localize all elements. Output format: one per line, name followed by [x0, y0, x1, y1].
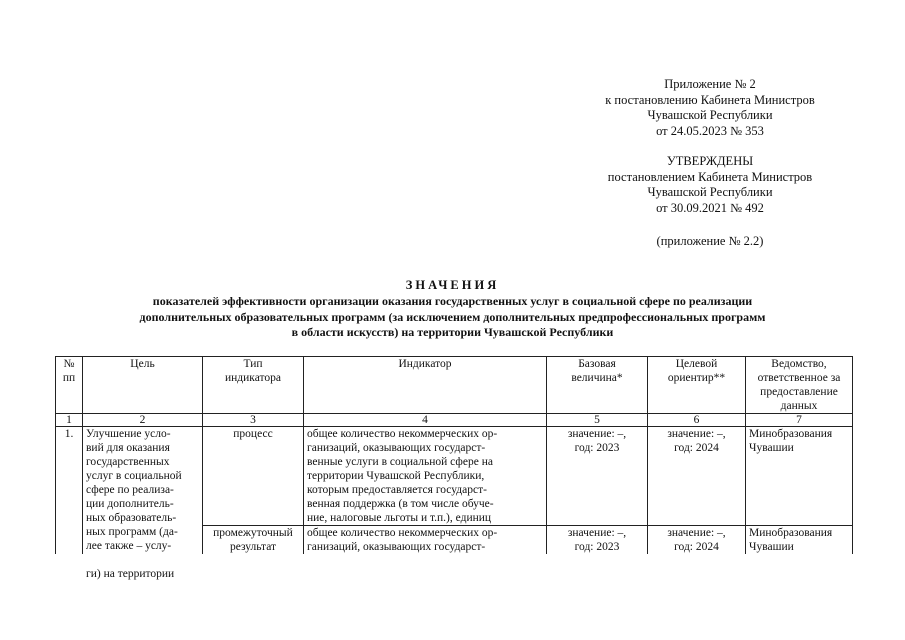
goal-cell: Улучшение усло- вий для оказания государственных услуг в социальной сфере по реализа- ции дополнитель- ных образователь- ных программ (да- лее также – услу- — [83, 427, 203, 555]
row-number: 1. — [56, 427, 83, 555]
target-value-cell: значение: –, год: 2024 — [648, 427, 746, 526]
column-number: 1 — [56, 414, 83, 427]
approved-line: от 30.09.2021 № 492 — [656, 200, 764, 215]
column-number: 5 — [547, 414, 648, 427]
document-title: ЗНАЧЕНИЯ — [405, 278, 500, 292]
column-number: 2 — [83, 414, 203, 427]
appendix-note: (приложение № 2.2) — [656, 234, 764, 248]
header-agency: Ведомство, ответственное за предоставление данных — [746, 357, 853, 414]
column-number: 7 — [746, 414, 853, 427]
header-row — [56, 357, 853, 414]
indicators-table — [55, 356, 852, 554]
annex-line: от 24.05.2023 № 353 — [656, 123, 764, 138]
indicator-cell: общее количество некоммерческих ор- ганизаций, оказывающих государст- венные услуги в социальной сфере на территории Чувашской Республики, которым предоставляется государст- венная поддержка (в том числе обуче- ние, налоговые льготы и т.п.), единиц — [304, 427, 547, 526]
header-target: Целевой ориентир** — [648, 357, 746, 414]
approved-line: УТВЕРЖДЕНЫ — [666, 154, 754, 168]
indicator-type-cell: процесс — [203, 427, 304, 526]
column-number: 6 — [648, 414, 746, 427]
annex-line: Чувашской Республики — [647, 108, 773, 122]
goal-continuation: ги) на территории — [86, 568, 175, 580]
header-num: № пп — [56, 357, 83, 414]
table-row — [56, 427, 853, 526]
column-number: 4 — [304, 414, 547, 427]
approved-line: постановлением Кабинета Министров — [607, 169, 813, 184]
base-value-cell: значение: –, год: 2023 — [547, 526, 648, 555]
header-base: Базовая величина* — [547, 357, 648, 414]
indicator-type-cell: промежуточный результат — [203, 526, 304, 555]
agency-cell: Минобразования Чувашии — [746, 526, 853, 555]
header-goal: Цель — [83, 357, 203, 414]
subtitle-line: показателей эффективности организации оказания государственных услуг в социальной сфере по реализации — [152, 294, 753, 308]
subtitle-line: дополнительных образовательных программ (за исключением дополнительных предпрофессиональных программ — [139, 309, 766, 324]
approved-block — [560, 154, 860, 216]
approved-line: Чувашской Республики — [647, 185, 773, 199]
indicator-cell: общее количество некоммерческих ор- ганизаций, оказывающих государст- — [304, 526, 547, 555]
base-value-cell: значение: –, год: 2023 — [547, 427, 648, 526]
agency-cell: Минобразования Чувашии — [746, 427, 853, 526]
subtitle-line: в области искусств) на территории Чувашской Республики — [291, 325, 614, 339]
column-number-row — [56, 414, 853, 427]
header-indicator: Индикатор — [304, 357, 547, 414]
target-value-cell: значение: –, год: 2024 — [648, 526, 746, 555]
annex-block — [560, 77, 860, 139]
annex-line: Приложение № 2 — [664, 77, 756, 91]
annex-line: к постановлению Кабинета Министров — [605, 92, 815, 107]
document-subtitle — [60, 294, 845, 341]
column-number: 3 — [203, 414, 304, 427]
header-type: Тип индикатора — [203, 357, 304, 414]
